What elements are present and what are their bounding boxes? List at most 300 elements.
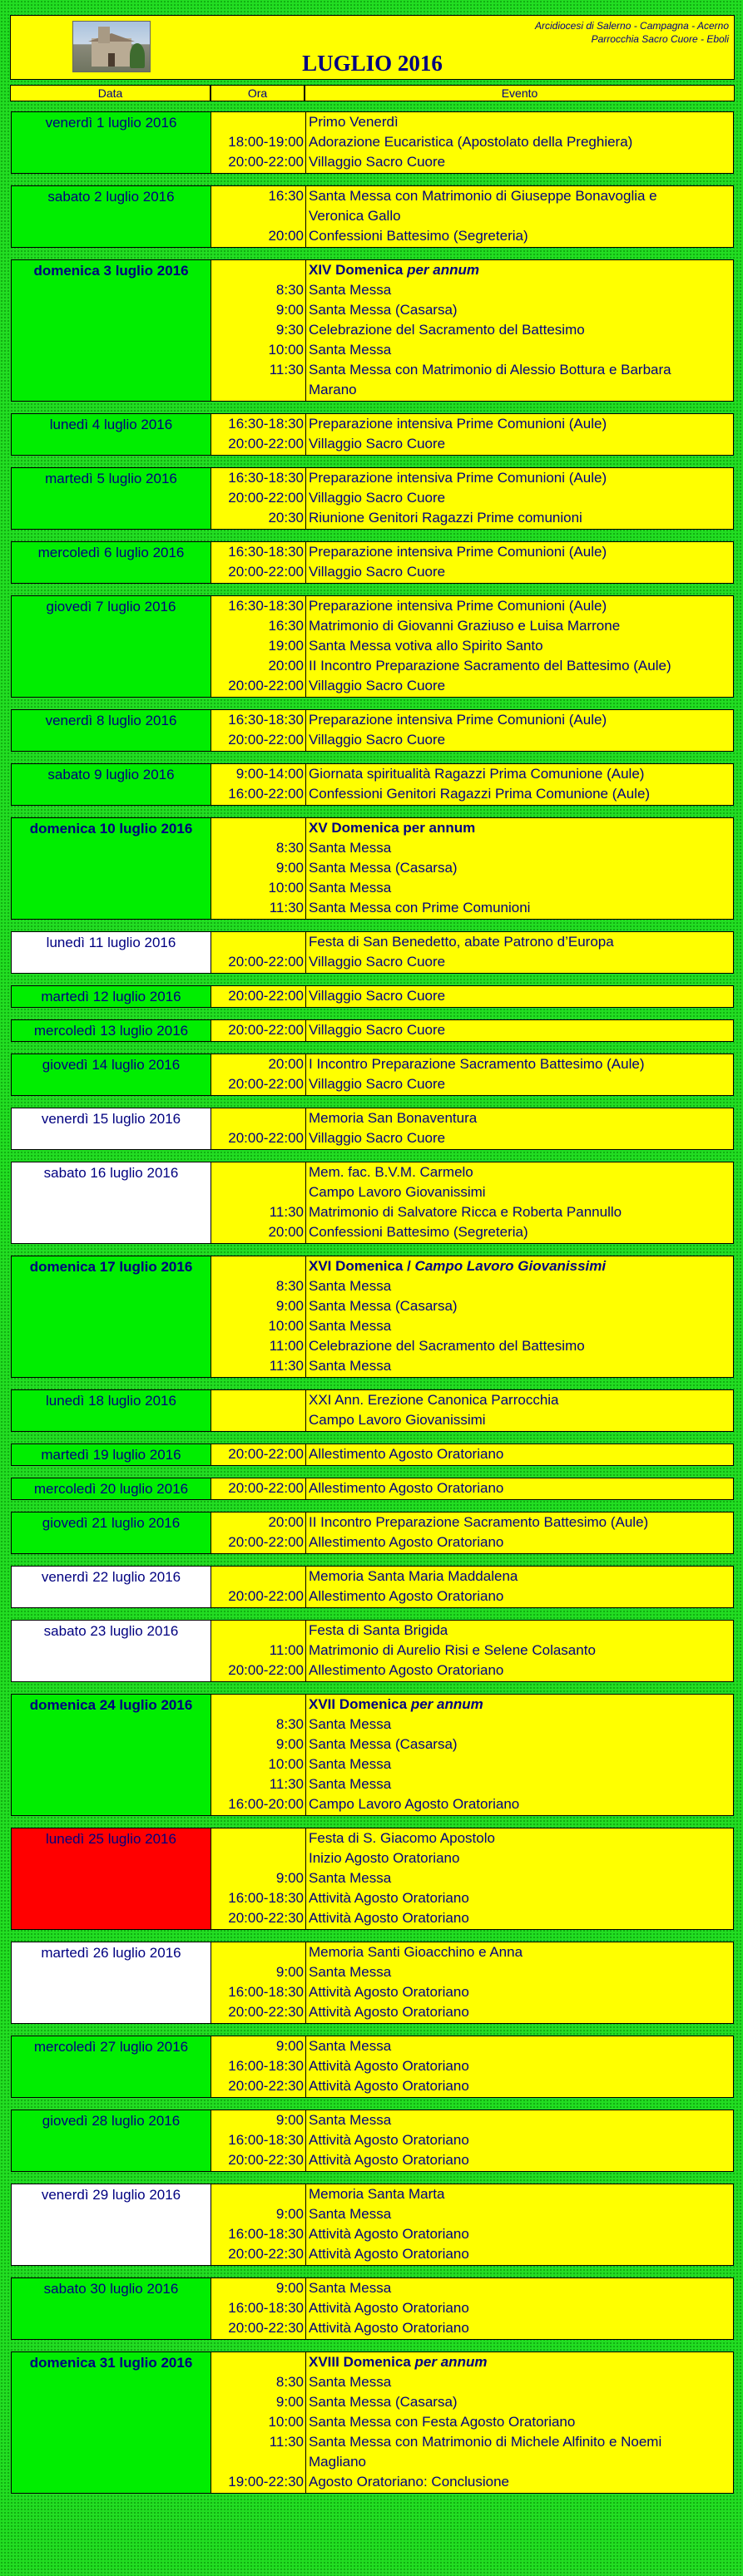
event-description bbox=[309, 2130, 733, 2150]
event-text: Santa Messa bbox=[309, 1278, 392, 1294]
event-time: 9:00-14:00 bbox=[235, 766, 304, 782]
day-row bbox=[11, 413, 734, 456]
event-text: Santa Messa bbox=[309, 2280, 392, 2296]
event-text: Santa Messa bbox=[309, 2206, 392, 2222]
event-text: Villaggio Sacro Cuore bbox=[309, 678, 446, 693]
event-text: Preparazione intensiva Prime Comunioni (Aule) bbox=[309, 598, 607, 614]
event-time: 9:00 bbox=[275, 1736, 304, 1752]
event-description bbox=[309, 1774, 733, 1794]
event-description bbox=[309, 1513, 733, 1532]
event-description bbox=[309, 2412, 733, 2432]
day-row bbox=[11, 1566, 734, 1608]
event-time: 20:00-22:00 bbox=[228, 988, 304, 1004]
day-date: domenica 10 luglio 2016 bbox=[12, 818, 211, 919]
day-times bbox=[211, 1444, 306, 1465]
event-time bbox=[211, 112, 304, 132]
event-text: Villaggio Sacro Cuore bbox=[309, 732, 446, 748]
event-description bbox=[309, 596, 733, 616]
event-text: Villaggio Sacro Cuore bbox=[309, 954, 446, 970]
event-description bbox=[309, 280, 733, 300]
event-text: Magliano bbox=[309, 2454, 366, 2470]
event-description bbox=[309, 1202, 733, 1222]
event-time: 16:00-18:30 bbox=[228, 2300, 304, 2316]
event-time: 8:30 bbox=[275, 1278, 304, 1294]
event-text: Villaggio Sacro Cuore bbox=[309, 564, 446, 580]
event-text: Santa Messa bbox=[309, 1756, 392, 1772]
day-date: mercoledì 20 luglio 2016 bbox=[12, 1478, 211, 1499]
event-text: Santa Messa (Casarsa) bbox=[309, 302, 458, 318]
event-text: Santa Messa bbox=[309, 1964, 392, 1980]
event-text: Santa Messa bbox=[309, 1776, 392, 1792]
day-times bbox=[211, 932, 306, 973]
day-times bbox=[211, 1942, 306, 2023]
day-events bbox=[306, 1162, 733, 1243]
day-events bbox=[306, 1108, 733, 1149]
event-text: Attività Agosto Oratoriano bbox=[309, 2246, 469, 2262]
event-text: Preparazione intensiva Prime Comunioni (Aule) bbox=[309, 712, 607, 728]
event-time: 20:00 bbox=[268, 228, 304, 244]
event-text: Allestimento Agosto Oratoriano bbox=[309, 1588, 504, 1604]
event-description bbox=[309, 2076, 733, 2096]
event-text: Santa Messa bbox=[309, 2374, 392, 2390]
event-text: Matrimonio di Aurelio Risi e Selene Colasanto bbox=[309, 1642, 596, 1658]
event-description bbox=[309, 2318, 733, 2338]
day-events bbox=[306, 542, 733, 583]
day-row bbox=[11, 595, 734, 698]
event-text: Attività Agosto Oratoriano bbox=[309, 2078, 469, 2094]
event-description bbox=[309, 226, 733, 246]
event-text: Attività Agosto Oratoriano bbox=[309, 1890, 469, 1906]
day-events bbox=[306, 2110, 733, 2171]
event-text: Allestimento Agosto Oratoriano bbox=[309, 1534, 504, 1550]
event-time bbox=[211, 1108, 304, 1128]
event-text: Preparazione intensiva Prime Comunioni (Aule) bbox=[309, 470, 607, 486]
event-time: 20:00-22:00 bbox=[228, 1534, 304, 1550]
event-time: 11:30 bbox=[269, 1358, 304, 1374]
event-time: 20:00 bbox=[268, 1224, 304, 1240]
event-description bbox=[309, 1532, 733, 1552]
event-description bbox=[309, 1942, 733, 1962]
event-time: 10:00 bbox=[268, 880, 304, 896]
event-text: Attività Agosto Oratoriano bbox=[309, 2300, 469, 2316]
day-times bbox=[211, 2352, 306, 2493]
event-description bbox=[309, 1715, 733, 1735]
day-row bbox=[11, 185, 734, 248]
event-time bbox=[211, 1695, 304, 1715]
event-time: 20:00-22:30 bbox=[228, 2078, 304, 2094]
day-events bbox=[306, 2352, 733, 2493]
day-times bbox=[211, 414, 306, 455]
event-text: Villaggio Sacro Cuore bbox=[309, 436, 446, 452]
event-time: 19:00-22:30 bbox=[228, 2474, 304, 2490]
event-text: Villaggio Sacro Cuore bbox=[309, 154, 446, 170]
day-events bbox=[306, 2184, 733, 2265]
event-time: 20:30 bbox=[268, 510, 304, 526]
event-description bbox=[309, 1754, 733, 1774]
event-description bbox=[309, 1848, 733, 1868]
day-row bbox=[11, 1162, 734, 1244]
event-text: Attività Agosto Oratoriano bbox=[309, 2320, 469, 2336]
day-times bbox=[211, 2278, 306, 2339]
event-description bbox=[309, 508, 733, 528]
event-description bbox=[309, 616, 733, 636]
event-text: Festa di San Benedetto, abate Patrono d’Europa bbox=[309, 934, 614, 950]
event-time bbox=[211, 1390, 304, 1410]
event-text: Attività Agosto Oratoriano bbox=[309, 2132, 469, 2148]
day-date: giovedì 14 luglio 2016 bbox=[12, 1054, 211, 1095]
event-time: 20:00 bbox=[268, 1056, 304, 1072]
event-time: 20:00-22:00 bbox=[228, 564, 304, 580]
event-time: 16:30 bbox=[268, 618, 304, 634]
event-text: Santa Messa bbox=[309, 1318, 392, 1334]
event-time: 16:30-18:30 bbox=[228, 470, 304, 486]
day-date: lunedì 18 luglio 2016 bbox=[12, 1390, 211, 1431]
event-text: Memoria Santa Maria Maddalena bbox=[309, 1568, 518, 1584]
event-time: 8:30 bbox=[275, 2374, 304, 2390]
event-description bbox=[309, 2224, 733, 2244]
event-text: Allestimento Agosto Oratoriano bbox=[309, 1480, 504, 1496]
event-time: 20:00-22:30 bbox=[228, 2152, 304, 2168]
event-time: 20:00-22:00 bbox=[228, 678, 304, 693]
day-row bbox=[11, 1478, 734, 1500]
day-date: martedì 12 luglio 2016 bbox=[12, 986, 211, 1007]
event-description bbox=[309, 986, 733, 1006]
event-text: Confessioni Battesimo (Segreteria) bbox=[309, 1224, 528, 1240]
event-time: 20:00-22:00 bbox=[228, 1130, 304, 1146]
day-times bbox=[211, 1054, 306, 1095]
event-text: Confessioni Battesimo (Segreteria) bbox=[309, 228, 528, 244]
event-description bbox=[309, 1356, 733, 1376]
event-time: 20:00-22:00 bbox=[228, 154, 304, 170]
day-date: martedì 19 luglio 2016 bbox=[12, 1444, 211, 1465]
event-description bbox=[309, 1020, 733, 1040]
event-description bbox=[309, 1888, 733, 1908]
day-times bbox=[211, 1695, 306, 1815]
day-date: mercoledì 13 luglio 2016 bbox=[12, 1020, 211, 1041]
event-description bbox=[309, 1128, 733, 1148]
event-time: 11:30 bbox=[269, 1776, 304, 1792]
day-events bbox=[306, 1621, 733, 1681]
event-description bbox=[309, 2472, 733, 2492]
day-row bbox=[11, 1512, 734, 1554]
parish-name: Parrocchia Sacro Cuore - Eboli bbox=[591, 33, 729, 45]
event-description bbox=[309, 2452, 733, 2472]
event-description bbox=[309, 1182, 733, 1202]
event-time bbox=[211, 1828, 304, 1848]
event-time: 10:00 bbox=[268, 1756, 304, 1772]
day-row bbox=[11, 709, 734, 752]
event-text: XXI Ann. Erezione Canonica Parrocchia bbox=[309, 1392, 559, 1408]
event-description bbox=[309, 1661, 733, 1680]
event-description bbox=[309, 468, 733, 488]
day-events bbox=[306, 1054, 733, 1095]
day-events bbox=[306, 186, 733, 247]
day-date: giovedì 7 luglio 2016 bbox=[12, 596, 211, 697]
day-events bbox=[306, 1256, 733, 1377]
day-times bbox=[211, 986, 306, 1007]
day-times bbox=[211, 2184, 306, 2265]
event-time: 20:00-22:00 bbox=[228, 436, 304, 452]
event-text: Santa Messa (Casarsa) bbox=[309, 860, 458, 876]
event-text: Villaggio Sacro Cuore bbox=[309, 490, 446, 506]
column-header-event: Evento bbox=[305, 85, 735, 101]
event-description bbox=[309, 340, 733, 360]
day-date: sabato 23 luglio 2016 bbox=[12, 1621, 211, 1681]
event-description bbox=[309, 2278, 733, 2298]
event-time: 8:30 bbox=[275, 840, 304, 856]
event-description bbox=[309, 2036, 733, 2056]
event-time bbox=[211, 932, 304, 952]
event-description bbox=[309, 360, 733, 380]
day-row bbox=[11, 2110, 734, 2172]
event-time bbox=[211, 1162, 304, 1182]
event-time bbox=[211, 818, 304, 838]
day-times bbox=[211, 596, 306, 697]
event-text: Allestimento Agosto Oratoriano bbox=[309, 1662, 504, 1678]
day-times bbox=[211, 1478, 306, 1499]
event-text-suffix: per annum bbox=[403, 262, 479, 278]
day-events bbox=[306, 112, 733, 173]
event-text: Campo Lavoro Giovanissimi bbox=[309, 1412, 486, 1428]
day-row bbox=[11, 1389, 734, 1432]
day-date: lunedì 4 luglio 2016 bbox=[12, 414, 211, 455]
calendar-header bbox=[10, 15, 735, 80]
event-description bbox=[309, 1054, 733, 1074]
day-date: lunedì 25 luglio 2016 bbox=[12, 1828, 211, 1929]
day-times bbox=[211, 542, 306, 583]
event-description bbox=[309, 2244, 733, 2264]
day-events bbox=[306, 468, 733, 529]
event-time: 11:30 bbox=[269, 362, 304, 378]
day-times bbox=[211, 818, 306, 919]
event-time: 16:00-18:30 bbox=[228, 1890, 304, 1906]
event-text: Celebrazione del Sacramento del Battesimo bbox=[309, 322, 585, 338]
event-time: 9:30 bbox=[275, 322, 304, 338]
day-times bbox=[211, 1108, 306, 1149]
event-time: 9:00 bbox=[275, 1870, 304, 1886]
event-description bbox=[309, 2372, 733, 2392]
event-description bbox=[309, 1828, 733, 1848]
day-row bbox=[11, 1620, 734, 1682]
event-time: 16:30 bbox=[268, 188, 304, 204]
event-text: Attività Agosto Oratoriano bbox=[309, 2058, 469, 2074]
event-description bbox=[309, 2002, 733, 2022]
event-time: 20:00 bbox=[268, 1514, 304, 1530]
event-time: 20:00-22:00 bbox=[228, 1076, 304, 1092]
day-times bbox=[211, 1567, 306, 1607]
event-description bbox=[309, 952, 733, 972]
event-text: Agosto Oratoriano: Conclusione bbox=[309, 2474, 509, 2490]
day-events bbox=[306, 596, 733, 697]
event-time: 10:00 bbox=[268, 342, 304, 358]
event-text: Santa Messa bbox=[309, 342, 392, 358]
event-text: Santa Messa bbox=[309, 2038, 392, 2054]
event-time: 9:00 bbox=[275, 302, 304, 318]
event-text: XVII Domenica bbox=[309, 1696, 408, 1712]
event-time: 16:00-20:00 bbox=[228, 1796, 304, 1812]
day-date: martedì 26 luglio 2016 bbox=[12, 1942, 211, 2023]
day-date: giovedì 28 luglio 2016 bbox=[12, 2110, 211, 2171]
event-text: Marano bbox=[309, 382, 357, 397]
day-date: lunedì 11 luglio 2016 bbox=[12, 932, 211, 973]
event-time: 11:00 bbox=[269, 1642, 304, 1658]
event-text: Attività Agosto Oratoriano bbox=[309, 1910, 469, 1926]
event-time: 11:00 bbox=[269, 1338, 304, 1354]
event-text: Santa Messa bbox=[309, 880, 392, 896]
event-time bbox=[211, 2184, 304, 2204]
event-text: XV Domenica per annum bbox=[309, 820, 476, 836]
event-description bbox=[309, 1316, 733, 1336]
event-description bbox=[309, 1478, 733, 1498]
event-description bbox=[309, 1621, 733, 1641]
event-description bbox=[309, 676, 733, 696]
event-description bbox=[309, 878, 733, 898]
day-events bbox=[306, 1828, 733, 1929]
event-description bbox=[309, 1794, 733, 1814]
day-times bbox=[211, 112, 306, 173]
event-text: Attività Agosto Oratoriano bbox=[309, 2226, 469, 2242]
event-description bbox=[309, 764, 733, 784]
event-description bbox=[309, 784, 733, 804]
event-description bbox=[309, 300, 733, 320]
event-time: 16:00-18:30 bbox=[228, 1984, 304, 2000]
day-date: venerdì 15 luglio 2016 bbox=[12, 1108, 211, 1149]
day-events bbox=[306, 1513, 733, 1553]
event-description bbox=[309, 562, 733, 582]
event-time: 16:30-18:30 bbox=[228, 712, 304, 728]
day-row bbox=[11, 985, 734, 1008]
event-text: Villaggio Sacro Cuore bbox=[309, 988, 446, 1004]
event-time: 9:00 bbox=[275, 2112, 304, 2128]
day-events bbox=[306, 986, 733, 1007]
day-events bbox=[306, 932, 733, 973]
event-time: 9:00 bbox=[275, 2394, 304, 2410]
day-times bbox=[211, 186, 306, 247]
event-description bbox=[309, 542, 733, 562]
day-events bbox=[306, 1444, 733, 1465]
event-description bbox=[309, 132, 733, 152]
event-time bbox=[211, 380, 304, 400]
event-description bbox=[309, 1296, 733, 1316]
event-time: 20:00-22:00 bbox=[228, 954, 304, 970]
event-description bbox=[309, 2352, 733, 2372]
day-events bbox=[306, 2278, 733, 2339]
event-text: Campo Lavoro Giovanissimi bbox=[309, 1184, 486, 1200]
event-time: 9:00 bbox=[275, 1298, 304, 1314]
event-time: 9:00 bbox=[275, 2280, 304, 2296]
event-text: Adorazione Eucaristica (Apostolato della Preghiera) bbox=[309, 134, 633, 150]
event-time: 9:00 bbox=[275, 1964, 304, 1980]
day-times bbox=[211, 468, 306, 529]
event-text: Inizio Agosto Oratoriano bbox=[309, 1850, 460, 1866]
page-title: LUGLIO 2016 bbox=[302, 51, 443, 76]
event-time: 18:00-19:00 bbox=[228, 134, 304, 150]
event-time: 20:00-22:00 bbox=[228, 1022, 304, 1038]
day-events bbox=[306, 414, 733, 455]
day-times bbox=[211, 1828, 306, 1929]
event-time: 11:30 bbox=[269, 900, 304, 915]
event-text: Santa Messa bbox=[309, 1358, 392, 1374]
event-time: 16:00-18:30 bbox=[228, 2226, 304, 2242]
parish-info bbox=[535, 19, 729, 46]
event-description bbox=[309, 1256, 733, 1276]
event-text: Santa Messa (Casarsa) bbox=[309, 1736, 458, 1752]
event-description bbox=[309, 380, 733, 400]
event-text: Matrimonio di Salvatore Ricca e Roberta Pannullo bbox=[309, 1204, 622, 1220]
event-time bbox=[211, 2352, 304, 2372]
event-text: Festa di Santa Brigida bbox=[309, 1622, 448, 1638]
event-text-suffix: Campo Lavoro Giovanissimi bbox=[414, 1258, 607, 1274]
event-description bbox=[309, 818, 733, 838]
day-times bbox=[211, 1162, 306, 1243]
event-description bbox=[309, 1336, 733, 1356]
event-text: Riunione Genitori Ragazzi Prime comunioni bbox=[309, 510, 582, 526]
event-description bbox=[309, 1162, 733, 1182]
day-times bbox=[211, 1621, 306, 1681]
event-description bbox=[309, 2432, 733, 2452]
event-text: Celebrazione del Sacramento del Battesimo bbox=[309, 1338, 585, 1354]
event-description bbox=[309, 320, 733, 340]
event-time: 20:00-22:00 bbox=[228, 490, 304, 506]
event-time bbox=[211, 1182, 304, 1202]
day-date: domenica 24 luglio 2016 bbox=[12, 1695, 211, 1815]
event-description bbox=[309, 112, 733, 132]
day-row bbox=[11, 111, 734, 174]
event-time: 16:00-18:30 bbox=[228, 2132, 304, 2148]
diocese-name: Arcidiocesi di Salerno - Campagna - Acerno bbox=[535, 20, 729, 32]
event-text: Matrimonio di Giovanni Graziuso e Luisa Marrone bbox=[309, 618, 621, 634]
event-text: Villaggio Sacro Cuore bbox=[309, 1130, 446, 1146]
event-description bbox=[309, 636, 733, 656]
day-row bbox=[11, 2036, 734, 2098]
day-row bbox=[11, 467, 734, 530]
day-times bbox=[211, 2036, 306, 2097]
day-row bbox=[11, 1019, 734, 1042]
event-time: 9:00 bbox=[275, 2206, 304, 2222]
day-events bbox=[306, 818, 733, 919]
day-times bbox=[211, 1256, 306, 1377]
day-times bbox=[211, 2110, 306, 2171]
event-text: Memoria Santi Gioacchino e Anna bbox=[309, 1944, 523, 1960]
event-text-suffix: per annum bbox=[410, 2354, 488, 2370]
event-time: 16:30-18:30 bbox=[228, 416, 304, 432]
day-row bbox=[11, 763, 734, 806]
day-row bbox=[11, 1256, 734, 1378]
event-time: 20:00-22:30 bbox=[228, 2320, 304, 2336]
column-header-date: Data bbox=[10, 85, 211, 101]
event-description bbox=[309, 858, 733, 878]
event-time bbox=[211, 1410, 304, 1430]
event-time bbox=[211, 206, 304, 226]
event-time: 16:30-18:30 bbox=[228, 598, 304, 614]
event-text-suffix: per annum bbox=[407, 1696, 483, 1712]
event-text: Santa Messa con Matrimonio di Michele Alfinito e Noemi bbox=[309, 2434, 662, 2450]
day-times bbox=[211, 1390, 306, 1431]
event-description bbox=[309, 2298, 733, 2318]
day-row bbox=[11, 2184, 734, 2266]
event-time: 20:00-22:00 bbox=[228, 1480, 304, 1496]
event-time bbox=[211, 1942, 304, 1962]
day-row bbox=[11, 2277, 734, 2340]
event-text: II Incontro Preparazione Sacramento Battesimo (Aule) bbox=[309, 1514, 649, 1530]
event-time: 16:30-18:30 bbox=[228, 544, 304, 560]
event-description bbox=[309, 1444, 733, 1464]
event-text: XIV Domenica bbox=[309, 262, 404, 278]
event-time: 20:00-22:30 bbox=[228, 2004, 304, 2020]
event-description bbox=[309, 1695, 733, 1715]
event-description bbox=[309, 2392, 733, 2412]
event-description bbox=[309, 186, 733, 206]
